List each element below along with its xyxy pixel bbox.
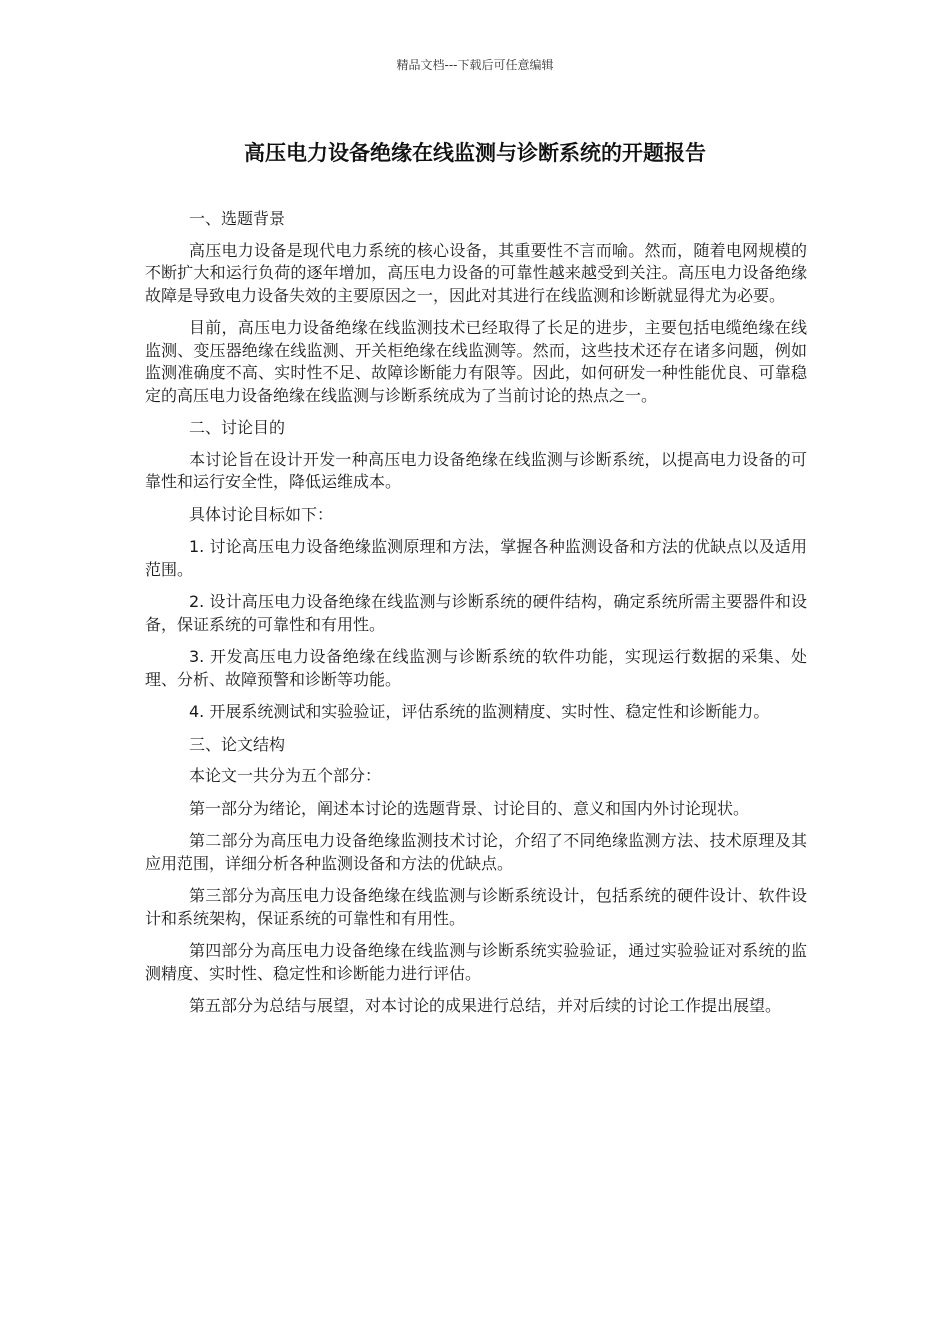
paragraph-structure-intro: 本论文一共分为五个部分： xyxy=(189,766,382,785)
section-heading-structure: 三、论文结构 xyxy=(189,734,286,754)
paragraph-purpose-goals-intro: 具体讨论目标如下： xyxy=(189,504,334,524)
section-heading-background: 一、选题背景 xyxy=(189,209,286,228)
header-note: 精品文档---下载后可任意编辑 xyxy=(396,58,554,72)
paragraph-background-1: 高压电力设备是现代电力系统的核心设备，其重要性不言而喻。然而，随着电网规模的不断扩大和运行负荷的逐年增加，高压电力设备的可靠性越来越受到关注。高压电力设备绝缘故障是导致电力设备失效的主要原因之一，因此对其进行在线监测和诊断就显得尤为必要。 xyxy=(145,240,807,305)
goal-item-2: 2. 设计高压电力设备绝缘在线监测与诊断系统的硬件结构，确定系统所需主要器件和设备，保证系统的可靠性和有用性。 xyxy=(145,592,807,634)
paragraph-purpose-1: 本讨论旨在设计开发一种高压电力设备绝缘在线监测与诊断系统，以提高电力设备的可靠性和运行安全性，降低运维成本。 xyxy=(145,449,807,491)
structure-part-4: 第四部分为高压电力设备绝缘在线监测与诊断系统实验验证，通过实验验证对系统的监测精度、实时性、稳定性和诊断能力进行评估。 xyxy=(145,941,807,983)
document-body xyxy=(145,208,807,1028)
structure-part-2: 第二部分为高压电力设备绝缘监测技术讨论，介绍了不同绝缘监测方法、技术原理及其应用范围，详细分析各种监测设备和方法的优缺点。 xyxy=(145,831,807,873)
structure-part-3: 第三部分为高压电力设备绝缘在线监测与诊断系统设计，包括系统的硬件设计、软件设计和系统架构，保证系统的可靠性和有用性。 xyxy=(145,886,807,928)
goal-item-3: 3. 开发高压电力设备绝缘在线监测与诊断系统的软件功能，实现运行数据的采集、处理、分析、故障预警和诊断等功能。 xyxy=(145,647,807,689)
document-title: 高压电力设备绝缘在线监测与诊断系统的开题报告 xyxy=(244,141,706,165)
paragraph-background-2: 目前，高压电力设备绝缘在线监测技术已经取得了长足的进步，主要包括电缆绝缘在线监测、变压器绝缘在线监测、开关柜绝缘在线监测等。然而，这些技术还存在诸多问题，例如监测准确度不高、实时性不足、故障诊断能力有限等。因此，如何研发一种性能优良、可靠稳定的高压电力设备绝缘在线监测与诊断系统成为了当前讨论的热点之一。 xyxy=(145,318,807,405)
goal-item-4: 4. 开展系统测试和实验验证，评估系统的监测精度、实时性、稳定性和诊断能力。 xyxy=(189,702,770,721)
section-heading-purpose: 二、讨论目的 xyxy=(189,418,286,437)
goal-item-1: 1. 讨论高压电力设备绝缘监测原理和方法，掌握各种监测设备和方法的优缺点以及适用范围。 xyxy=(145,537,807,579)
structure-part-5: 第五部分为总结与展望，对本讨论的成果进行总结，并对后续的讨论工作提出展望。 xyxy=(189,996,782,1015)
structure-part-1: 第一部分为绪论，阐述本讨论的选题背景、讨论目的、意义和国内外讨论现状。 xyxy=(189,798,750,818)
